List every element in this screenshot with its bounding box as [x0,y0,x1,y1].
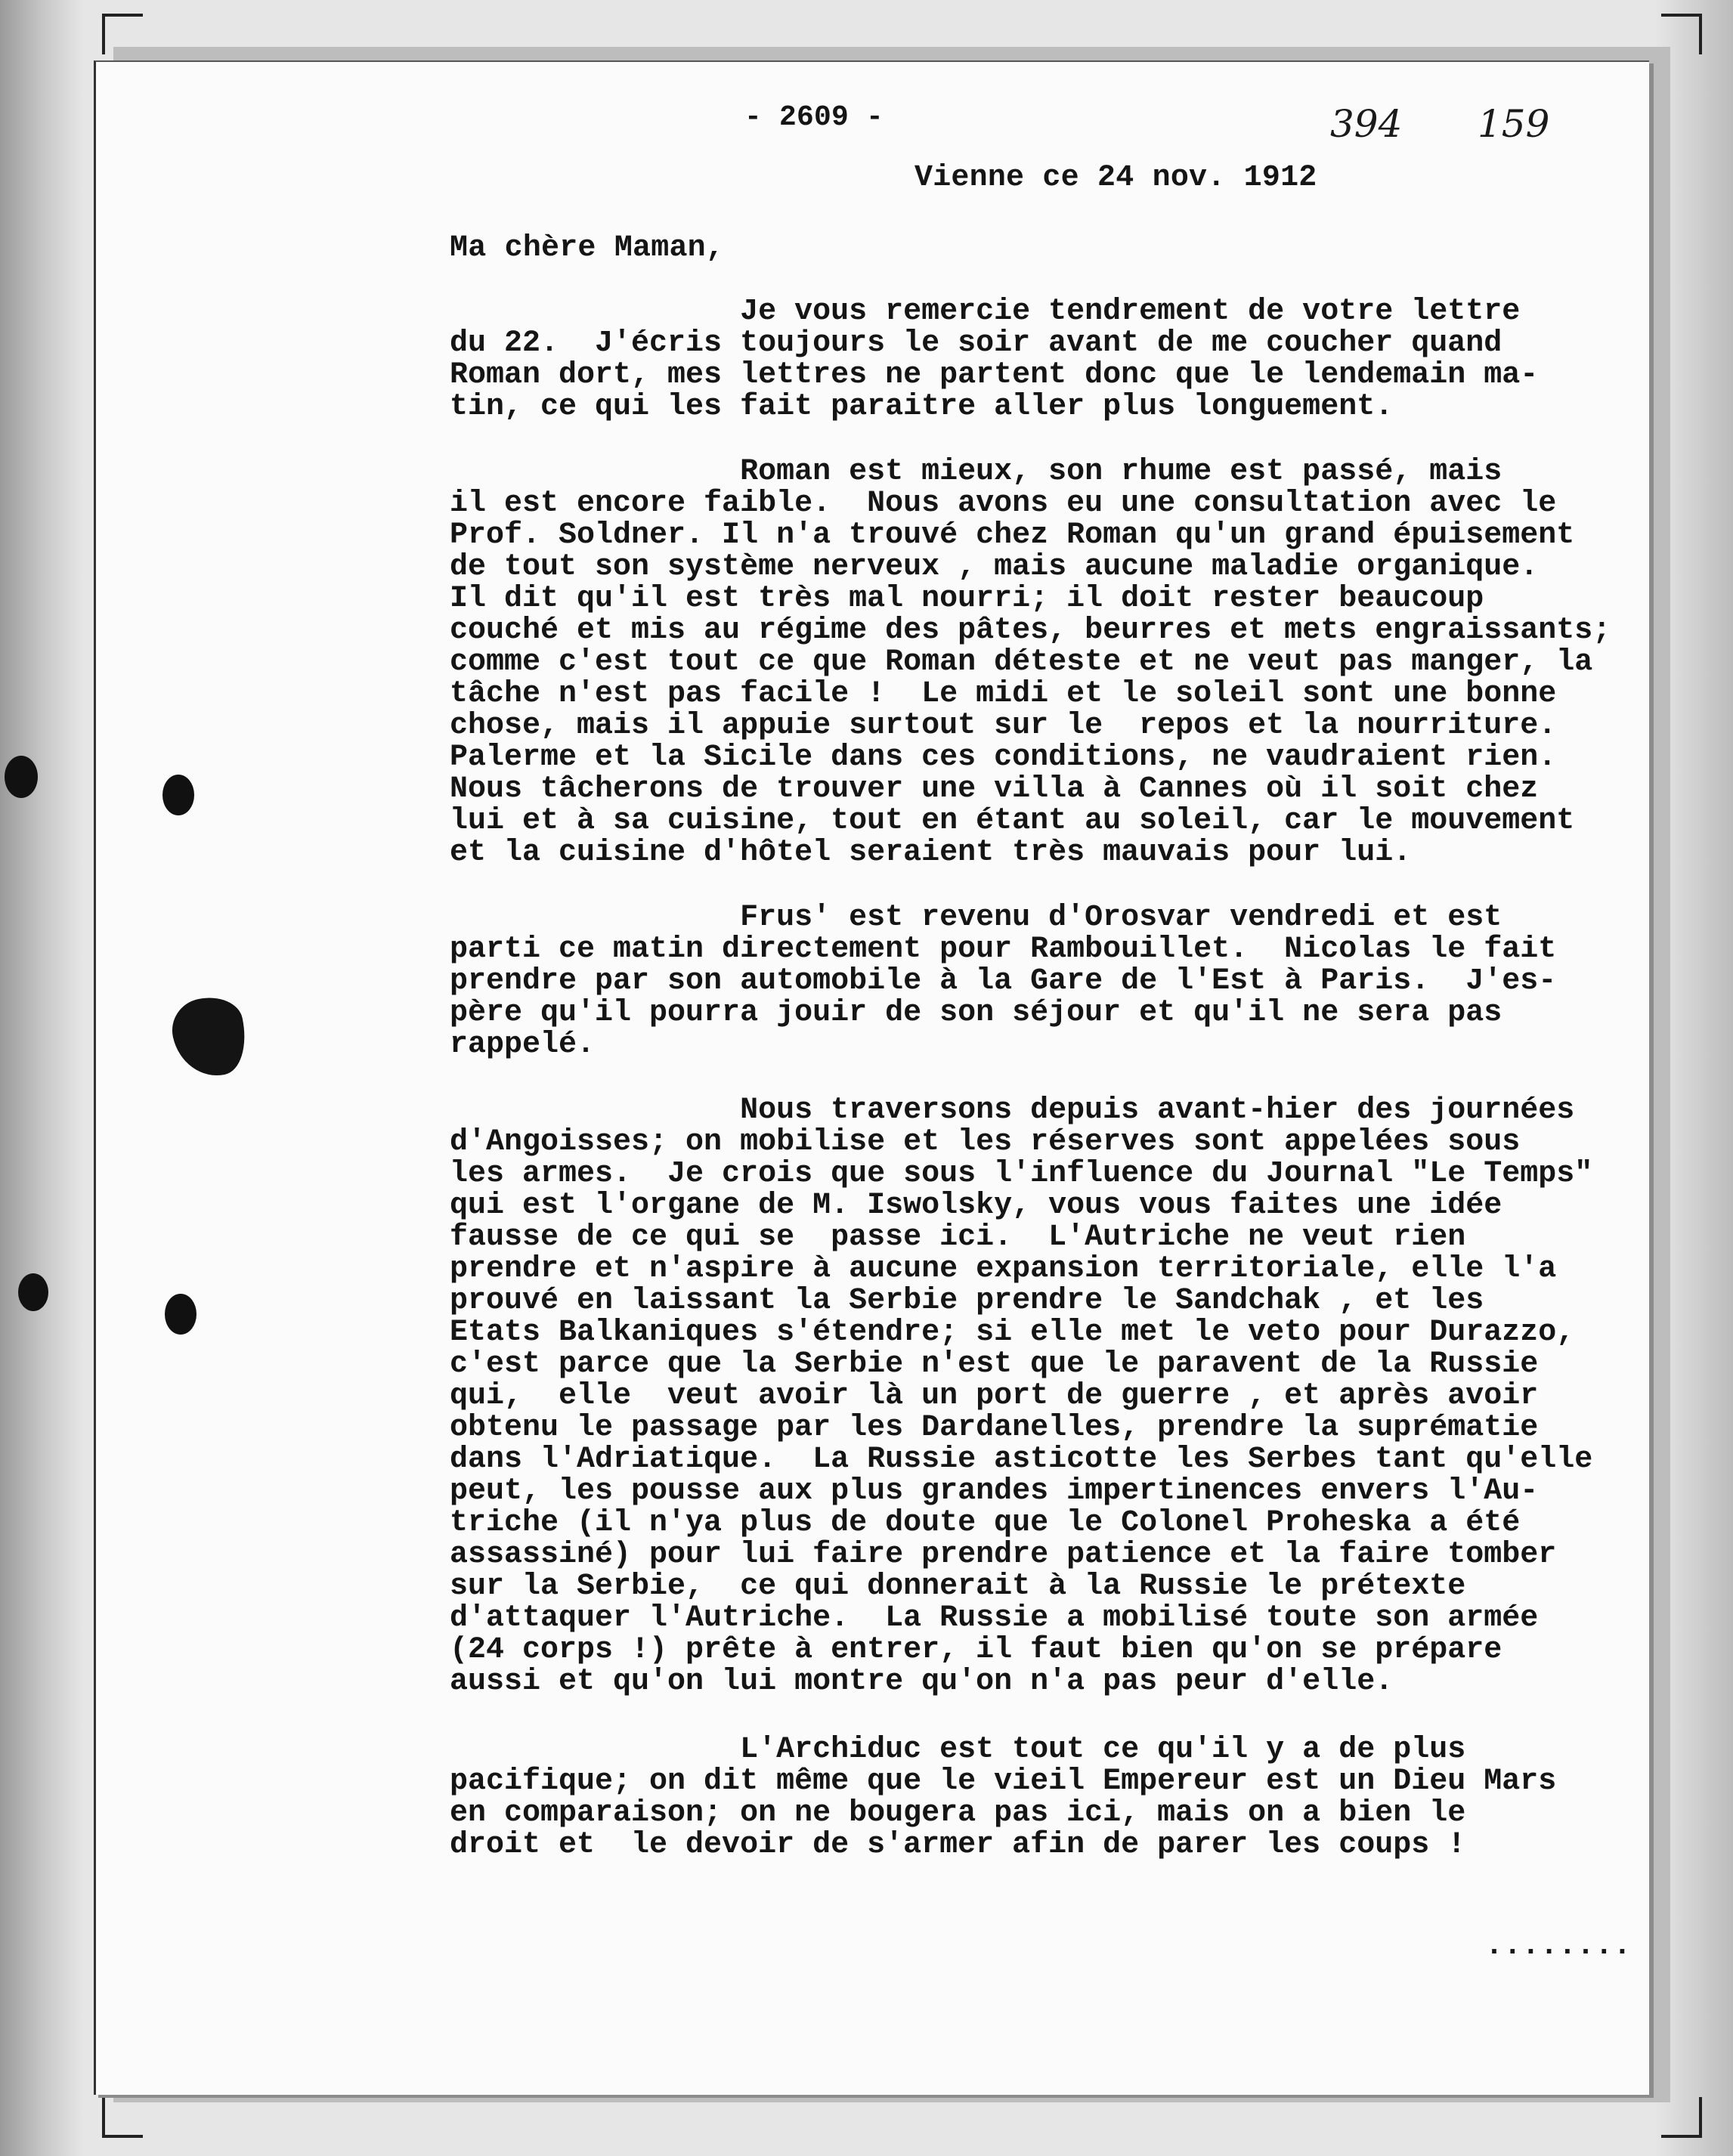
crop-mark-bottom-right [1661,2097,1702,2138]
salutation: Ma chère Maman, [450,231,725,265]
text-line: rappelé. [450,1028,596,1062]
text-line: obtenu le passage par les Dardanelles, prendre la suprématie [450,1411,1539,1445]
text-line: d'Angoisses; on mobilise et les réserves sont appelées sous [450,1125,1521,1159]
text-line: parti ce matin directement pour Rambouillet. Nicolas le fait [450,933,1557,967]
text-line: Frus' est revenu d'Orosvar vendredi et est [450,901,1502,935]
punch-hole [5,756,38,798]
text-line: Prof. Soldner. Il n'a trouvé chez Roman qu'un grand épuisement [450,518,1575,552]
dateline: Vienne ce 24 nov. 1912 [914,161,1317,195]
text-line: peut, les pousse aux plus grandes impertinences envers l'Au- [450,1474,1539,1508]
text-line: lui et à sa cuisine, tout en étant au soleil, car le mouvement [450,804,1575,838]
paragraph [450,1734,1556,1861]
text-line: père qu'il pourra jouir de son séjour et qu'il ne sera pas [450,996,1502,1030]
text-line: et la cuisine d'hôtel seraient très mauvais pour lui. [450,836,1412,870]
text-line: prendre par son automobile à la Gare de l'Est à Paris. J'es- [450,964,1557,998]
text-line: tâche n'est pas facile ! Le midi et le soleil sont une bonne [450,677,1557,711]
text-line: assassiné) pour lui faire prendre patience et la faire tomber [450,1538,1557,1572]
crop-mark-bottom-left [102,2097,143,2138]
text-line: prendre et n'aspire à aucune expansion territoriale, elle l'a [450,1252,1557,1286]
text-line: qui, elle veut avoir là un port de guerre , et après avoir [450,1379,1539,1413]
text-line: Je vous remercie tendrement de votre lettre [450,295,1521,329]
text-line: droit et le devoir de s'armer afin de parer les coups ! [450,1828,1466,1862]
text-line: c'est parce que la Serbie n'est que le paravent de la Russie [450,1347,1539,1381]
text-line: Roman dort, mes lettres ne partent donc que le lendemain ma- [450,358,1539,392]
text-line: d'attaquer l'Autriche. La Russie a mobilisé toute son armée [450,1601,1539,1635]
punch-hole [162,775,194,815]
text-line: Palerme et la Sicile dans ces conditions, ne vaudraient rien. [450,741,1557,775]
text-line: Nous tâcherons de trouver une villa à Cannes où il soit chez [450,772,1539,806]
text-line: prouvé en laissant la Serbie prendre le Sandchak , et les [450,1284,1484,1318]
handwritten-number: 159 [1478,102,1550,146]
text-line: les armes. Je crois que sous l'influence du Journal "Le Temps" [450,1157,1593,1191]
text-line: en comparaison; on ne bougera pas ici, mais on a bien le [450,1796,1466,1830]
text-line: Nous traversons depuis avant-hier des journées [450,1093,1575,1127]
text-line: triche (il n'ya plus de doute que le Colonel Proheska a été [450,1506,1521,1540]
paragraph [450,296,1538,423]
punch-hole [165,1294,197,1335]
continuation-dots: ........ [1485,1929,1632,1963]
text-line: couché et mis au régime des pâtes, beurres et mets engraissants; [450,614,1611,648]
punch-hole [18,1273,48,1311]
text-line: Roman est mieux, son rhume est passé, mais [450,455,1502,489]
page-number: - 2609 - [744,101,884,134]
paragraph [450,902,1556,1061]
text-line: il est encore faible. Nous avons eu une consultation avec le [450,487,1557,521]
text-line: (24 corps !) prête à entrer, il faut bien qu'on se prépare [450,1633,1502,1667]
text-line: pacifique; on dit même que le vieil Empereur est un Dieu Mars [450,1765,1557,1799]
text-line: chose, mais il appuie surtout sur le repos et la nourriture. [450,709,1557,743]
text-line: Etats Balkaniques s'étendre; si elle met le veto pour Durazzo, [450,1316,1575,1350]
text-line: de tout son système nerveux , mais aucune maladie organique. [450,550,1539,584]
text-line: fausse de ce qui se passe ici. L'Autriche ne veut rien [450,1220,1466,1254]
paragraph [450,1095,1592,1698]
handwritten-number: 394 [1330,102,1403,146]
paragraph [450,456,1611,869]
text-line: du 22. J'écris toujours le soir avant de me coucher quand [450,326,1502,360]
text-line: dans l'Adriatique. La Russie asticotte les Serbes tant qu'elle [450,1443,1593,1477]
text-line: L'Archiduc est tout ce qu'il y a de plus [450,1733,1466,1767]
text-line: Il dit qu'il est très mal nourri; il doit rester beaucoup [450,582,1484,616]
text-line: comme c'est tout ce que Roman déteste et ne veut pas manger, la [450,645,1593,679]
text-line: tin, ce qui les fait paraitre aller plus longuement. [450,390,1394,424]
text-line: aussi et qu'on lui montre qu'on n'a pas peur d'elle. [450,1665,1394,1699]
text-line: sur la Serbie, ce qui donnerait à la Russie le prétexte [450,1570,1466,1604]
text-line: qui est l'organe de M. Iswolsky, vous vous faites une idée [450,1189,1502,1223]
